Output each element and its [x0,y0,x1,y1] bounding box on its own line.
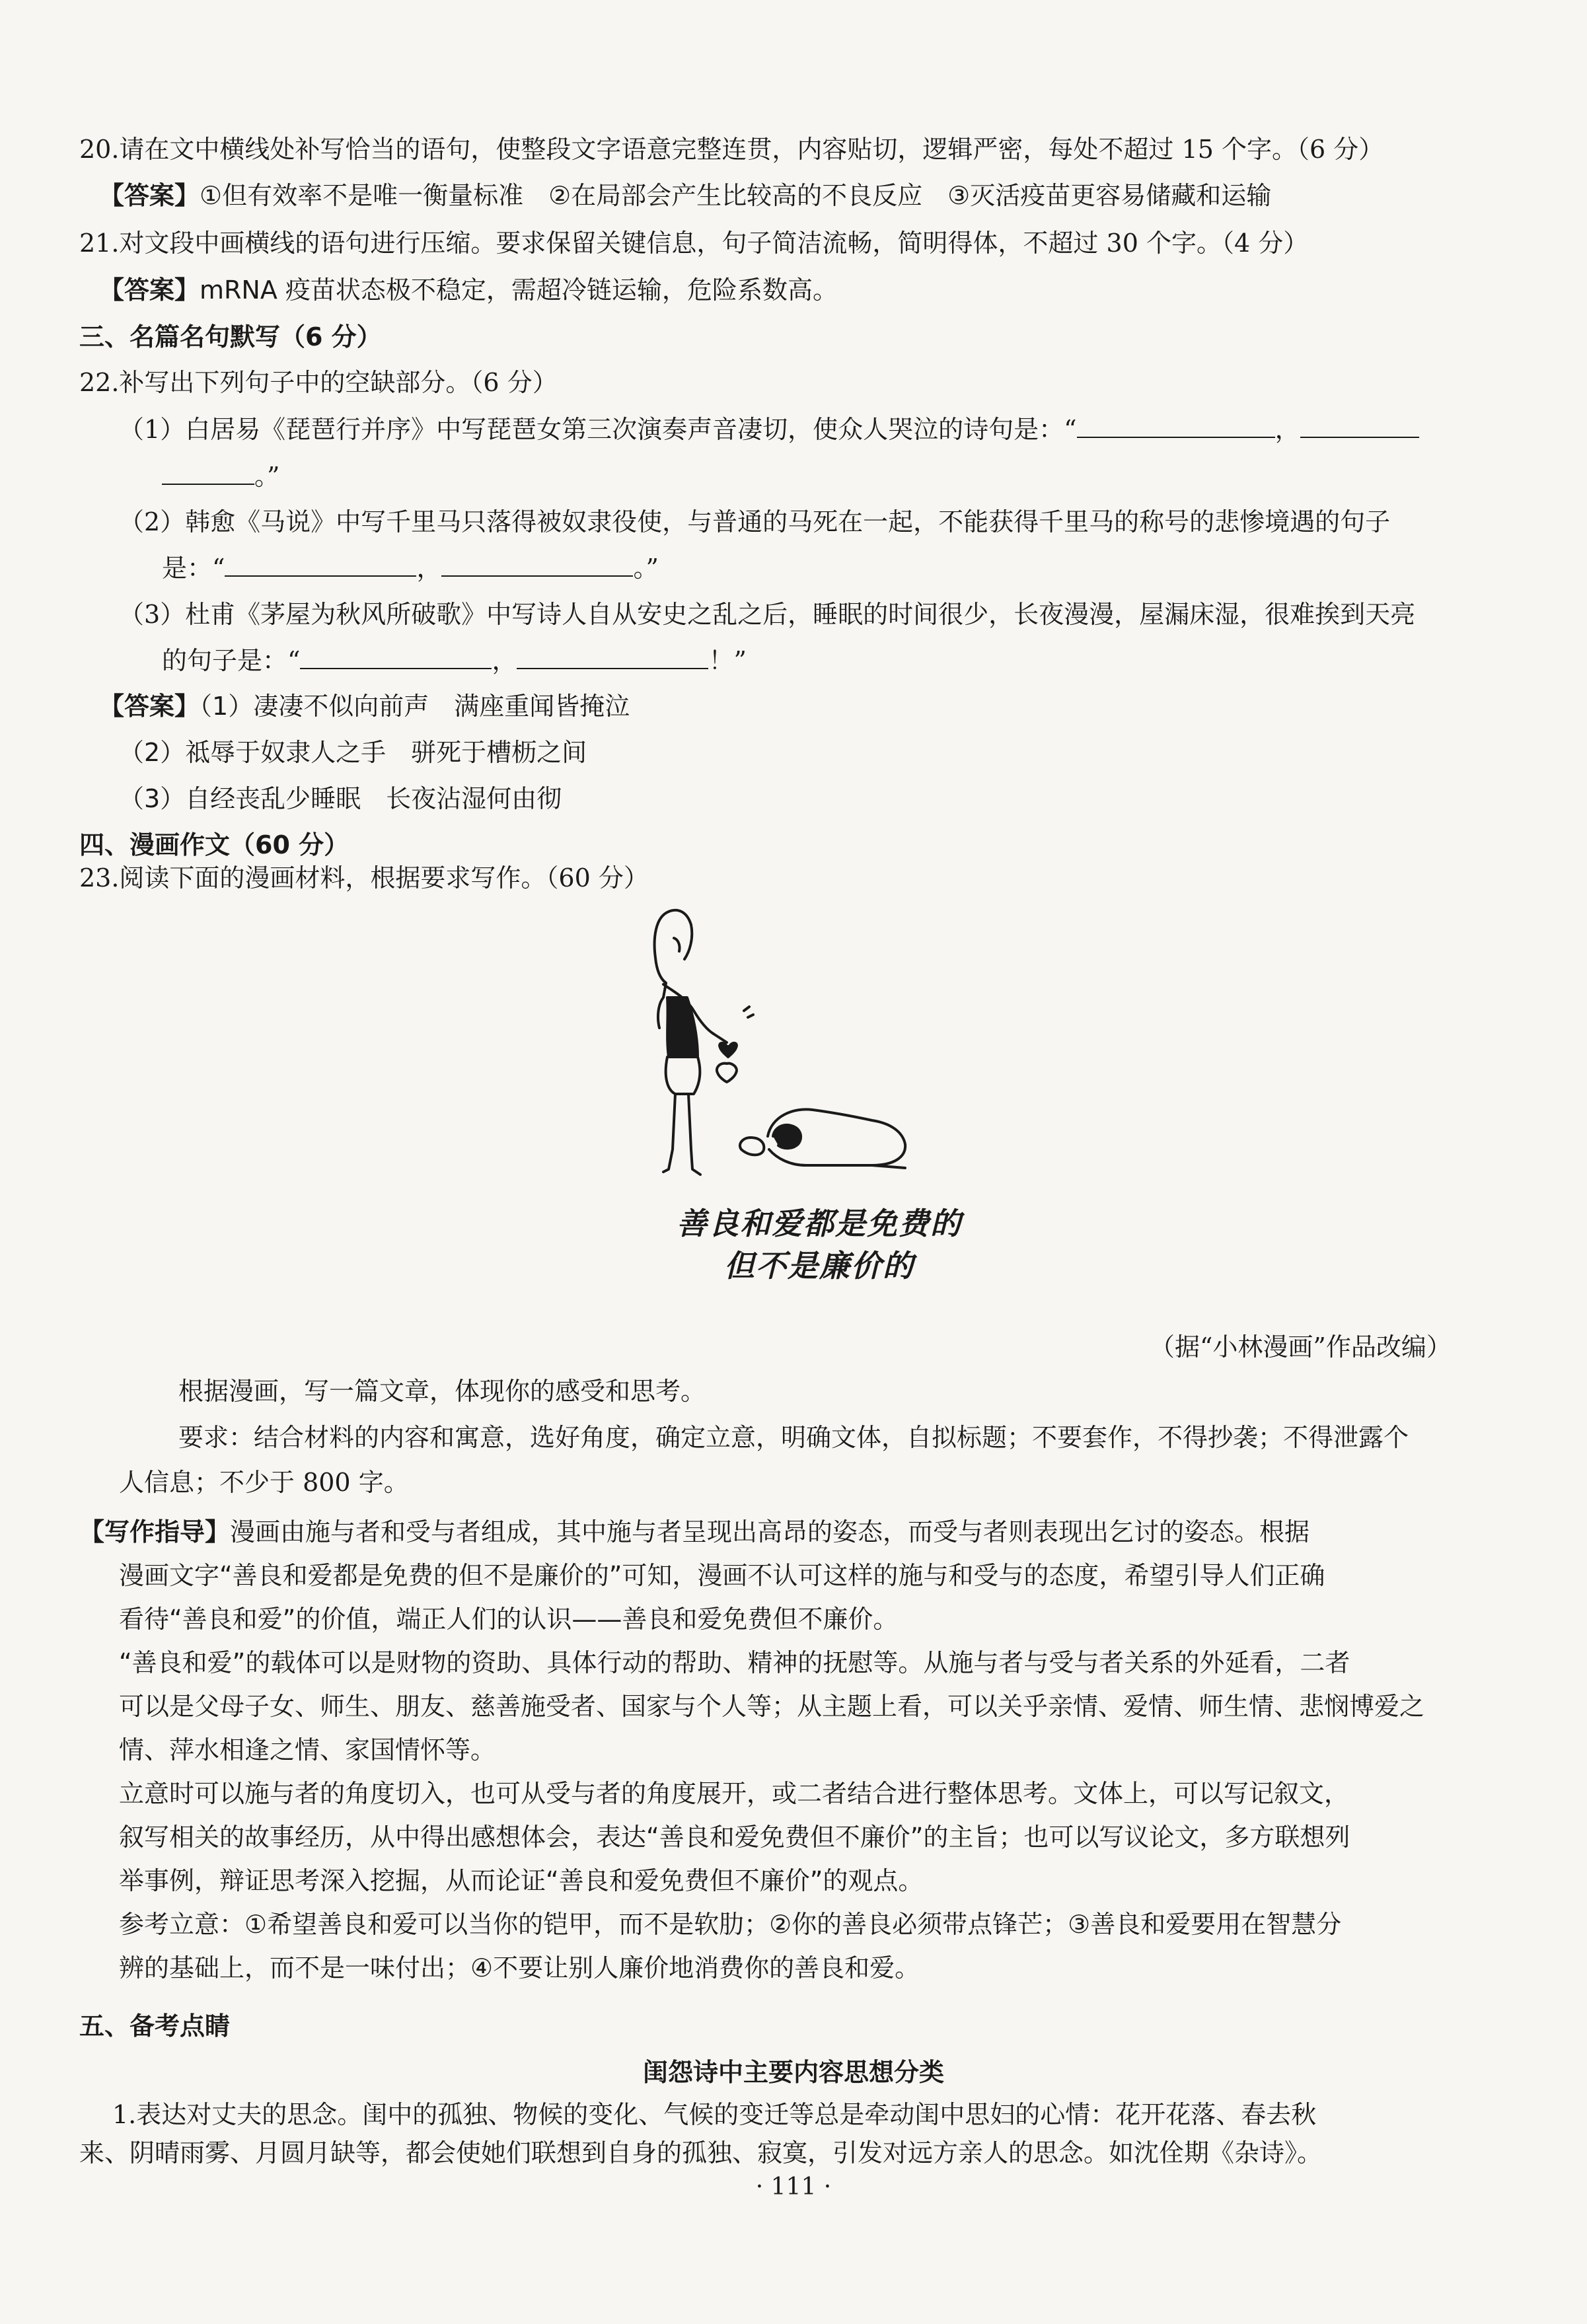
writing-guide-line-11: 辨的基础上，而不是一味付出；④不要让别人廉价地消费你的善良和爱。 [119,1953,920,1982]
fill-blank[interactable] [300,645,492,669]
q22-item-2-cont [162,552,659,584]
q22-item-2-comma: ， [416,554,442,583]
cartoon-source: （据“小林漫画”作品改编） [1150,1332,1452,1362]
q22-item-1-end: 。” [254,462,280,491]
writing-guide-line-5: 可以是父母子女、师生、朋友、慈善施受者、国家与个人等；从主题上看，可以关乎亲情、爱情、师生情、悲悯博爱之 [119,1692,1425,1721]
section-3-title: 三、名篇名句默写（6 分） [79,322,382,351]
cartoon-caption-line-2: 但不是廉价的 [724,1248,914,1284]
q20-answer-text: ①但有效率不是唯一衡量标准 ②在局部会产生比较高的不良反应 ③灭活疫苗更容易储藏和运输 [200,181,1272,210]
writing-guide-line-8: 叙写相关的故事经历，从中得出感想体会，表达“善良和爱免费但不廉价”的主旨；也可以写议论文，多方联想列 [119,1823,1350,1852]
q22-text: 22.补写出下列句子中的空缺部分。（6 分） [79,368,558,397]
section-5-title: 五、备考点睛 [79,2012,231,2041]
q21-text: 21.对文段中画横线的语句进行压缩。要求保留关键信息，句子简洁流畅，简明得体，不超过 30 个字。（4 分） [79,229,1309,258]
fill-blank[interactable] [1300,414,1419,438]
fill-blank[interactable] [225,553,416,577]
q22-answer [99,690,630,722]
writing-guide [79,1510,1424,1990]
q22-item-2-lead: 是：“ [162,554,225,583]
writing-guide-tag: 【写作指导】 [79,1517,231,1546]
q23-prompt: 根据漫画，写一篇文章，体现你的感受和思考。 [178,1377,706,1406]
writing-guide-line-1: 漫画由施与者和受与者组成，其中施与者呈现出高昂的姿态，而受与者则表现出乞讨的姿态。根据 [230,1517,1310,1546]
cartoon-caption [634,1202,1004,1287]
q20-answer [99,180,1271,211]
fill-blank[interactable] [1077,414,1275,438]
answer-tag: 【答案】 [99,275,200,305]
answer-tag: 【答案】 [99,181,200,210]
q22-answer-1: （1）凄凄不似向前声 满座重闻皆掩泣 [200,692,630,721]
page-number: · 111 · [755,2173,832,2200]
falling-heart-icon [717,1064,737,1082]
q22-item-1-comma: ， [1274,415,1300,444]
writing-guide-line-4: “善良和爱”的载体可以是财物的资助、具体行动的帮助、精神的抚慰等。从施与者与受与者关系的外延看，二者 [119,1648,1350,1677]
q22-item-3-cont [162,645,747,676]
woman-body [667,998,698,1057]
fill-blank[interactable] [162,461,254,485]
q23-requirement-2: 人信息；不少于 800 字。 [119,1468,409,1497]
q21-answer [99,274,838,306]
fill-blank[interactable] [441,553,633,577]
writing-guide-line-7: 立意时可以施与者的角度切入，也可从受与者的角度展开，或二者结合进行整体思考。文体上，可以写记叙文， [119,1779,1350,1808]
writing-guide-line-9: 举事例，辩证思考深入挖掘，从而论证“善良和爱免费但不廉价”的观点。 [119,1866,924,1895]
q22-item-3-end: ！” [708,646,747,675]
fill-blank[interactable] [517,645,708,669]
writing-guide-line-10: 参考立意：①希望善良和爱可以当你的铠甲，而不是软肋；②你的善良必须带点锋芒；③善良和爱要用在智慧分 [119,1910,1342,1939]
answer-tag: 【答案】 [99,692,200,721]
q20-text: 20.请在文中横线处补写恰当的语句，使整段文字语意完整连贯，内容贴切，逻辑严密，每处不超过 15 个字。（6 分） [79,135,1384,164]
writing-guide-line-2: 漫画文字“善良和爱都是免费的但不是廉价的”可知，漫画不认可这样的施与和受与的态度，希望引导人们正确 [119,1561,1325,1590]
q22-answer-2: （2）祗辱于奴隶人之手 骈死于槽枥之间 [119,738,587,767]
q22-item-2-end: 。” [633,554,659,583]
q22-item-3-comma: ， [492,646,517,675]
bowl-icon [740,1138,764,1155]
section-4-title: 四、漫画作文（60 分） [79,830,350,859]
cartoon-illustration [595,898,1004,1202]
q22-item-3: （3）杜甫《茅屋为秋风所破歌》中写诗人自从安史之乱之后，睡眠的时间很少，长夜漫漫，屋漏床湿，很难挨到天亮 [119,600,1416,629]
writing-guide-line-6: 情、萍水相逢之情、家国情怀等。 [119,1735,496,1764]
q23-text: 23.阅读下面的漫画材料，根据要求写作。（60 分） [79,863,649,892]
q22-item-1 [119,414,1419,445]
writing-guide-line-3: 看待“善良和爱”的价值，端正人们的认识——善良和爱免费但不廉价。 [119,1605,899,1634]
point-1-line-1: 1.表达对丈夫的思念。闺中的孤独、物候的变化、气候的变迁等总是牵动闺中思妇的心情：花开花落、春去秋 [112,2100,1317,2129]
q22-item-1-prompt: （1）白居易《琵琶行并序》中写琵琶女第三次演奏声音凄切，使众人哭泣的诗句是：“ [119,415,1077,444]
cartoon-caption-line-1: 善良和爱都是免费的 [677,1206,962,1241]
q23-requirement-1: 要求：结合材料的内容和寓意，选好角度，确定立意，明确文体，自拟标题；不要套作，不得抄袭；不得泄露个 [178,1423,1409,1452]
q22-item-1-cont [162,460,279,492]
q22-item-3-lead: 的句子是：“ [162,646,301,675]
woman-leg-left [663,1094,675,1172]
q21-answer-text: mRNA 疫苗状态极不稳定，需超冷链运输，危险系数高。 [200,275,838,305]
woman-leg-right [688,1094,700,1175]
q22-answer-3: （3）自经丧乱少睡眠 长夜沾湿何由彻 [119,784,562,813]
point-1-line-2: 来、阴晴雨雾、月圆月缺等，都会使她们联想到自身的孤独、寂寞，引发对远方亲人的思念。如沈佺期《杂诗》。 [79,2138,1323,2167]
heart-icon [720,1043,737,1057]
q22-item-2: （2）韩愈《马说》中写千里马只落得被奴隶役使，与普通的马死在一起，不能获得千里马的称号的悲惨境遇的句子 [119,507,1391,536]
topic-title: 闺怨诗中主要内容思想分类 [642,2058,944,2087]
